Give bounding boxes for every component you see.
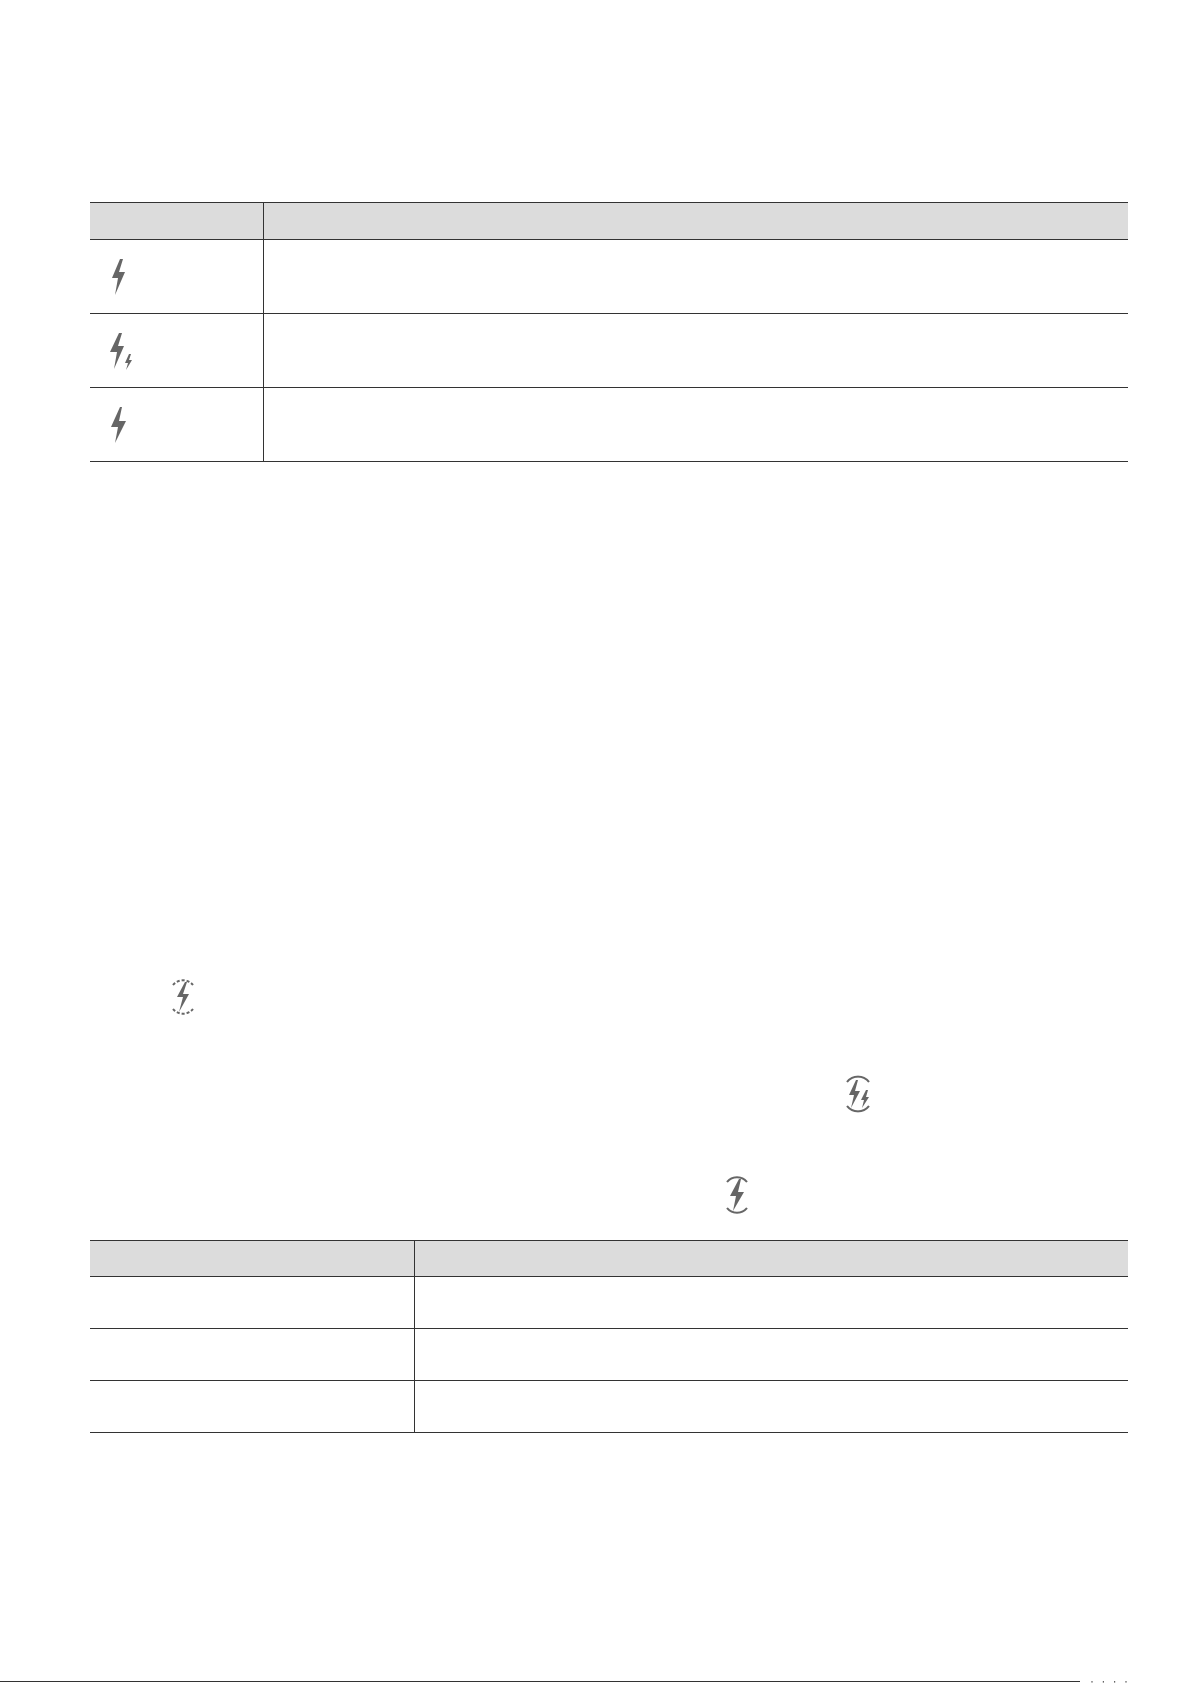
table-header-cell bbox=[414, 1241, 1128, 1277]
table-cell bbox=[414, 1381, 1128, 1433]
table-row bbox=[90, 314, 1128, 388]
table-cell bbox=[263, 314, 1128, 388]
table-row bbox=[90, 388, 1128, 462]
table-header-cell bbox=[90, 203, 263, 240]
table-cell bbox=[263, 388, 1128, 462]
table-header-row bbox=[90, 203, 1128, 240]
table-cell bbox=[414, 1277, 1128, 1329]
page-footer-marks: · · · · bbox=[1090, 1674, 1130, 1688]
table-row bbox=[90, 1381, 1128, 1433]
lightning-bolt-small-icon bbox=[108, 258, 263, 296]
table-cell bbox=[263, 240, 1128, 314]
lightning-bolt-double-icon bbox=[108, 332, 263, 370]
table-cell bbox=[90, 388, 263, 462]
table-header-row bbox=[90, 1241, 1128, 1277]
wireless-charging-icon bbox=[168, 976, 198, 1023]
table-cell bbox=[90, 240, 263, 314]
footer-divider bbox=[0, 1681, 1080, 1682]
table-cell bbox=[414, 1329, 1128, 1381]
lightning-bolt-icon bbox=[108, 406, 263, 444]
table-cell bbox=[90, 1381, 414, 1433]
table-cell bbox=[90, 1329, 414, 1381]
table-header-cell bbox=[90, 1241, 414, 1277]
table-row bbox=[90, 1277, 1128, 1329]
table-header-cell bbox=[263, 203, 1128, 240]
wireless-fast-charging-icon bbox=[841, 1073, 875, 1120]
table-cell bbox=[90, 1277, 414, 1329]
charging-icon-table bbox=[90, 202, 1128, 462]
table-cell bbox=[90, 314, 263, 388]
table-row bbox=[90, 1329, 1128, 1381]
wireless-charging-table bbox=[90, 1240, 1128, 1433]
table-row bbox=[90, 240, 1128, 314]
wireless-charging-active-icon bbox=[722, 1173, 752, 1222]
